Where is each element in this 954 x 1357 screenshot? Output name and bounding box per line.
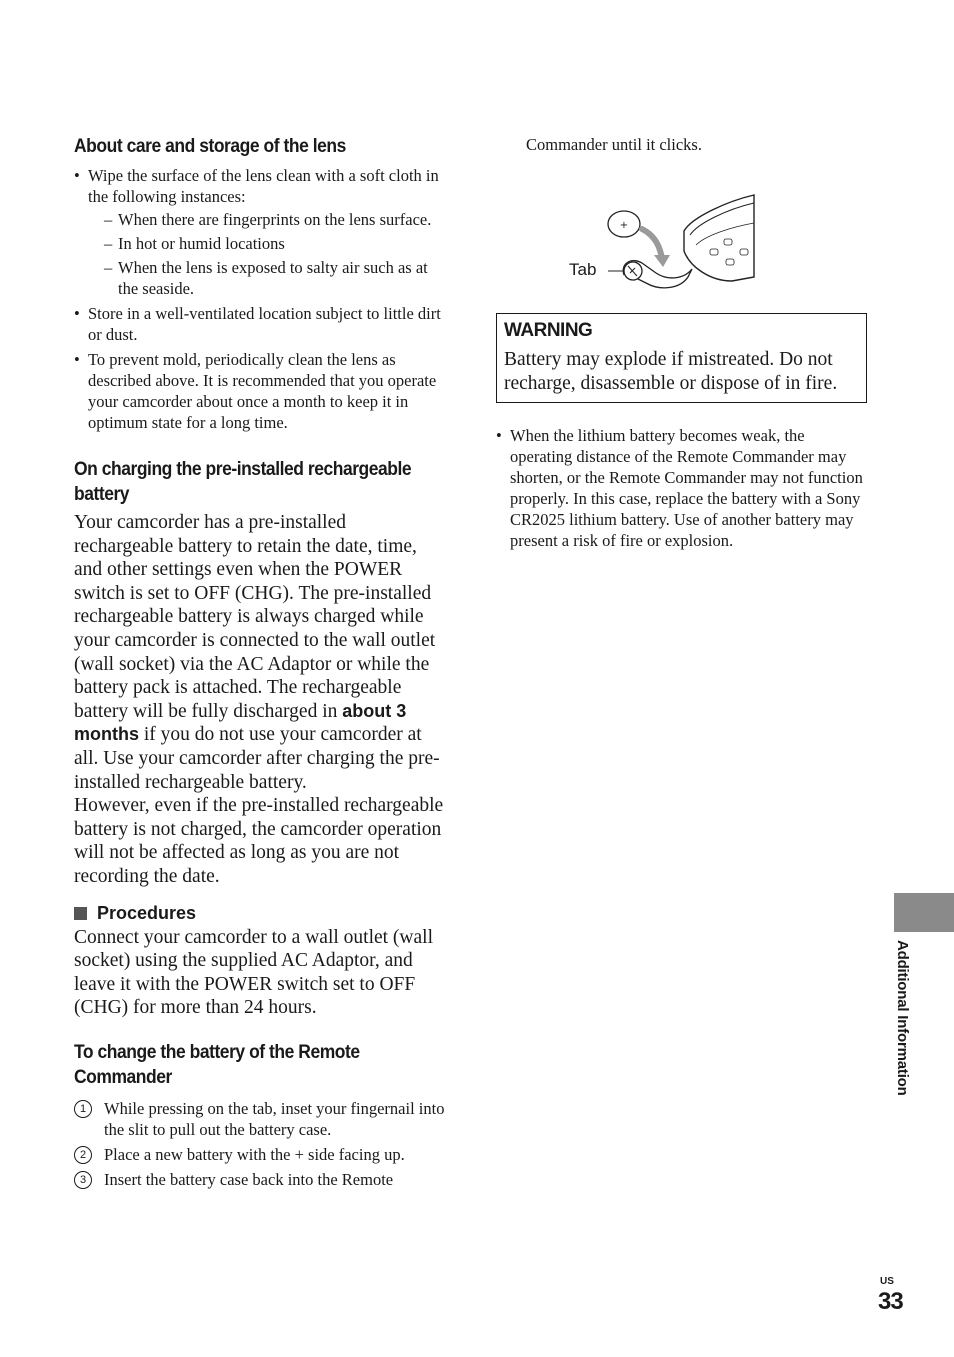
step-text: While pressing on the tab, inset your fingernail into the slit to pull out the battery case. xyxy=(104,1098,445,1139)
step-number-icon: 2 xyxy=(74,1146,92,1164)
tab-label: Tab xyxy=(569,260,597,279)
charging-heading: On charging the pre-installed rechargeable battery xyxy=(74,459,412,505)
warning-box xyxy=(496,313,867,403)
lens-instances-list xyxy=(104,209,446,299)
charging-text-a: Your camcorder has a pre-installed rechargeable battery to retain the date, time, and other settings even when the POWER switch is set to OFF (CHG). The pre-installed rechargeable battery is always charged while your camcorder is connected to the wall outlet (wall socket) via the AC Adaptor or while the battery pack is attached. The rechargeable battery will be fully discharged in xyxy=(74,512,436,722)
list-item: – When there are fingerprints on the lens surface. xyxy=(104,209,446,230)
step-item xyxy=(74,1098,446,1140)
list-item xyxy=(74,165,446,299)
battery-plus-mark: + xyxy=(619,220,629,231)
battery-figure xyxy=(496,155,868,313)
square-bullet-icon xyxy=(74,907,87,920)
lens-care-list xyxy=(74,165,446,433)
region-code: US xyxy=(880,1276,894,1287)
charging-text-b: if you do not use your camcorder at all. Use your camcorder after charging the pre-installed rechargeable battery. xyxy=(74,724,440,793)
step-number-icon: 1 xyxy=(74,1100,92,1118)
remote-battery-heading: To change the battery of the Remote Commander xyxy=(74,1041,360,1088)
right-column xyxy=(496,134,868,555)
warning-title: WARNING xyxy=(504,320,593,341)
battery-note-list xyxy=(496,425,868,551)
list-item: • When the lithium battery becomes weak, the operating distance of the Remote Commander may shorten, or the Remote Commander may not function properly. In this case, replace the battery with a Sony CR2025 lithium battery. Use of another battery may present a risk of fire or explosion. xyxy=(496,425,868,551)
step-continuation: Commander until it clicks. xyxy=(526,135,702,154)
step-text: Insert the battery case back into the Remote xyxy=(104,1169,394,1189)
warning-text: Battery may explode if mistreated. Do not recharge, disassemble or dispose of in fire. xyxy=(504,349,838,394)
charging-paragraph-2: However, even if the pre-installed rechargeable battery is not charged, the camcorder operation will not be affected as long as you are not recording the date. xyxy=(74,795,444,887)
remote-steps-list xyxy=(74,1098,446,1190)
step-text: Place a new battery with the + side facing up. xyxy=(104,1144,405,1164)
section-tab-marker xyxy=(894,893,954,932)
step-item xyxy=(74,1144,446,1165)
step-item xyxy=(74,1169,446,1190)
bullet-text: Wipe the surface of the lens clean with a soft cloth in the following instances: xyxy=(88,166,439,206)
procedures-title: Procedures xyxy=(97,902,197,923)
procedures-text: Connect your camcorder to a wall outlet (wall socket) using the supplied AC Adaptor, and leave it with the POWER switch set to OFF (CHG) for more than 24 hours. xyxy=(74,926,433,1019)
page-number: 33 xyxy=(878,1288,903,1315)
charging-paragraph xyxy=(74,511,446,794)
section-label-text: Additional Information xyxy=(894,940,911,1096)
list-item: • Store in a well-ventilated location subject to little dirt or dust. xyxy=(74,303,446,345)
list-item: – When the lens is exposed to salty air such as at the seaside. xyxy=(104,257,446,299)
procedures-heading xyxy=(74,903,446,924)
section-label xyxy=(894,940,918,1112)
left-column xyxy=(74,134,446,1194)
lens-care-heading: About care and storage of the lens xyxy=(74,136,346,157)
list-item: – In hot or humid locations xyxy=(104,233,446,254)
list-item: • To prevent mold, periodically clean the lens as described above. It is recommended that you operate your camcorder about once a month to keep it in optimum state for a long time. xyxy=(74,349,446,433)
step-number-icon: 3 xyxy=(74,1171,92,1189)
remote-battery-illustration xyxy=(496,155,868,313)
charging-emphasis: about 3 months xyxy=(74,700,407,745)
